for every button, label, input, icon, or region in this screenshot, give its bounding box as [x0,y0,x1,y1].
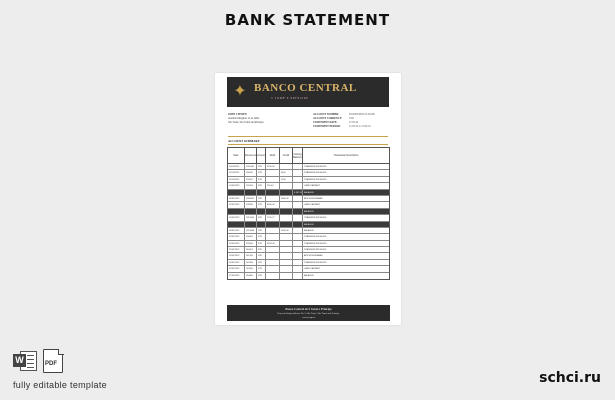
table-cell-doc: 1114446 [245,164,257,169]
word-file-icon[interactable] [13,349,37,373]
table-cell-date: 11/02/2022 [228,170,245,175]
table-cell-cur: STD [257,170,266,175]
transactions-table [227,147,390,280]
table-cell-debit [266,196,280,201]
table-cell-bal [293,266,303,271]
table-cell-cur: STD [257,196,266,201]
table-cell-bal [293,196,303,201]
table-cell-date: 15/02/2022 [228,202,245,207]
statement-footer [227,305,390,321]
table-cell-desc: TRANSFER RECEIVED [304,166,327,168]
table-cell-bal [293,202,303,207]
table-cell-desc: BALANCE [304,223,314,226]
table-cell-doc: 142300 [245,260,257,265]
table-cell-debit [266,234,280,239]
table-cell-credit: 2200 [280,177,293,182]
account-info-label: STATEMENT PERIOD: [313,125,341,128]
table-cell-date: 24/02/2022 [228,260,245,265]
table-cell-credit [280,164,293,169]
pdf-fold [58,349,64,355]
table-cell-credit [280,266,293,271]
table-cell-bal [293,177,303,182]
table-cell-debit: 250.00 [266,183,280,188]
table-cell-bal [293,222,303,227]
table-cell-debit [266,253,280,258]
table-cell-desc: BALANCE [304,229,314,232]
table-cell-bal [293,183,303,188]
table-cell-desc: ATM WITHDRAWAL [304,255,323,258]
table-cell-credit [280,253,293,258]
table-cell-bal [293,170,303,175]
table-cell-bal [293,234,303,239]
account-info-value: 00230045000212 0023K [349,113,375,116]
table-cell-credit [280,202,293,207]
table-cell-doc: 139002 [245,234,257,239]
table-cell-date: 18/02/2022 [228,228,245,233]
table-cell-bal: 4.307.41 [294,191,303,194]
account-info-value: 27/02/22 [349,121,359,124]
bank-logo-icon: ✦ [233,83,247,100]
pdf-label: PDF [45,361,57,367]
table-cell-bal [293,209,303,214]
table-cell-credit: 4400 [280,170,293,175]
column-header: Transaction Description [333,154,359,157]
table-cell-cur: STD [257,241,266,246]
footer-address: Praça da Independência No 3, São Tomé, São Tomé and Príncipe [277,312,340,315]
table-cell-debit [266,266,280,271]
client-name: JOHN CITIZEN [228,113,247,116]
table-cell-debit: 1730.77 [266,215,280,220]
table-row [228,273,389,279]
table-cell-bal [293,164,303,169]
table-cell-desc: CARD PAYMENT [304,185,321,188]
footer-website: www.bcstp.st [302,316,315,319]
table-cell-date: 23/02/2022 [228,253,245,258]
table-cell-cur [257,222,266,227]
summary-title: ACCOUNT SUMMARY [228,139,260,143]
table-cell-doc: 116402 [245,170,257,175]
page-title: BANK STATEMENT [224,11,391,29]
table-cell-date: 12/02/2022 [228,183,245,188]
table-cell-date: 25/02/2022 [228,266,245,271]
table-cell-cur [257,209,266,214]
table-cell-cur: STD [257,266,266,271]
bank-tagline: S TOMÉ E PRÍNCIPE [271,96,309,100]
table-cell-cur: STD [257,202,266,207]
table-cell-debit [266,170,280,175]
statement-preview[interactable] [215,73,401,325]
table-cell-desc: BALANCE [304,191,314,194]
table-cell-desc: CARD PAYMENT [304,268,321,271]
table-cell-cur [257,190,266,195]
account-info [313,113,375,129]
account-info-label: ACCOUNT CURRENCY: [313,117,343,120]
table-cell-date [228,209,245,214]
table-cell-bal [293,247,303,252]
table-cell-debit [266,260,280,265]
table-cell-debit [266,273,280,279]
table-cell-desc: TRANSFER RECEIVED [304,261,327,264]
table-cell-doc: 140001 [245,247,257,252]
table-cell-doc [245,190,257,195]
table-cell-credit [280,183,293,188]
table-cell-doc: 128500 [245,202,257,207]
client-address-line1: Avenida Marginal 12 de Julho [228,117,260,120]
table-cell-date: 11/02/2022 [228,164,245,169]
table-cell-cur: STD [257,247,266,252]
word-letter: W [13,354,26,367]
footer-bank-name: Banco Central de S Tomé e Príncipe [285,307,332,311]
table-cell-credit [280,190,293,195]
table-cell-credit: 1430.00 [280,228,293,233]
table-cell-debit: 3000.00 [266,202,280,207]
table-cell-credit [280,234,293,239]
table-cell-bal [293,228,303,233]
client-address-line2: São Tomé, São Tomé and Príncipe [228,121,264,124]
table-cell-doc: 144600 [245,273,257,279]
account-info-label: ACCOUNT NUMBER: [313,113,340,116]
table-cell-cur: STD [257,215,266,220]
table-cell-bal [293,253,303,258]
table-cell-desc: TRANSFER RECEIVED [304,249,327,252]
table-cell-credit [280,247,293,252]
table-cell-doc: 143450 [245,266,257,271]
table-cell-date: 27/02/2022 [228,273,245,279]
editable-caption: fully editable template [13,380,107,390]
brand-logo[interactable]: schci.ru [539,370,601,386]
table-cell-doc [245,209,257,214]
table-cell-doc: 1331466 [245,228,257,233]
column-header: Closing Balance [293,148,303,163]
divider [228,136,388,137]
table-cell-credit [280,241,293,246]
table-cell-debit: 4140.00 [266,241,280,246]
table-cell-debit [266,177,280,182]
table-cell-bal [293,260,303,265]
table-cell-doc: 125007 [245,177,257,182]
table-cell-desc: TRANSFER RECEIVED [304,236,327,239]
table-cell-date: 19/02/2022 [228,234,245,239]
client-info [228,113,264,125]
table-cell-doc [245,222,257,227]
table-cell-debit [266,190,280,195]
table-cell-credit: 1800.00 [280,196,293,201]
table-cell-cur: STD [257,253,266,258]
table-cell-credit [280,209,293,214]
account-info-value: STD [349,117,354,120]
table-cell-credit [280,260,293,265]
bank-name: BANCO CENTRAL [254,82,357,94]
table-cell-cur: STD [257,177,266,182]
table-cell-doc: 126100 [245,183,257,188]
table-cell-cur: STD [257,234,266,239]
divider [228,144,388,145]
table-cell-desc: TRANSFER RECEIVED [304,178,327,181]
file-format-icons [13,349,63,373]
account-info-label: STATEMENT DATE: [313,121,338,124]
table-cell-desc: BALANCE [304,274,314,277]
table-cell-desc: BALANCE [304,210,314,213]
table-cell-doc: 1312345 [245,215,257,220]
table-cell-credit [280,273,293,279]
table-cell-date: 20/02/2022 [228,241,245,246]
column-header: Credit [280,148,293,163]
table-cell-date: 22/02/2022 [228,247,245,252]
table-cell-credit [280,222,293,227]
pdf-file-icon[interactable] [43,349,63,373]
table-header [228,148,389,164]
table-cell-debit [266,209,280,214]
table-cell-cur: STD [257,183,266,188]
statement-header [227,77,389,107]
account-info-row [313,125,375,129]
table-cell-desc: CARD PAYMENT [304,204,321,207]
table-cell-cur: STD [257,228,266,233]
table-cell-debit: 1345.00 [266,164,280,169]
table-cell-doc: 141200 [245,253,257,258]
table-cell-debit [266,247,280,252]
table-cell-date: 16/02/2022 [228,215,245,220]
table-cell-debit [266,222,280,227]
table-cell-date: 14/02/2022 [228,196,245,201]
table-cell-desc: ATM WITHDRAWAL [304,197,323,200]
table-cell-date [228,222,245,227]
table-cell-bal [293,273,303,279]
table-cell-cur: STD [257,164,266,169]
table-cell-bal [293,241,303,246]
table-cell-credit [280,215,293,220]
table-cell-date [228,190,245,195]
table-cell-cur: STD [257,260,266,265]
table-body [228,164,389,279]
table-cell-desc: TRANSFER RECEIVED [304,217,327,220]
column-header: Currency [257,148,266,163]
table-cell-desc: TRANSFER RECEIVED [304,242,327,245]
account-info-value: 11/02/22 to 27/02/22 [349,125,371,128]
table-cell-doc: 139500 [245,241,257,246]
table-cell-cur: STD [257,273,266,279]
table-cell-date: 11/02/2022 [228,177,245,182]
column-header: Debit [266,148,280,163]
column-header: Date [228,148,245,163]
table-cell-desc: TRANSFER RECEIVED [304,172,327,175]
column-header: Document [245,148,257,163]
table-cell-debit [266,228,280,233]
table-cell-doc: 1280441 [245,196,257,201]
table-cell-bal [293,215,303,220]
